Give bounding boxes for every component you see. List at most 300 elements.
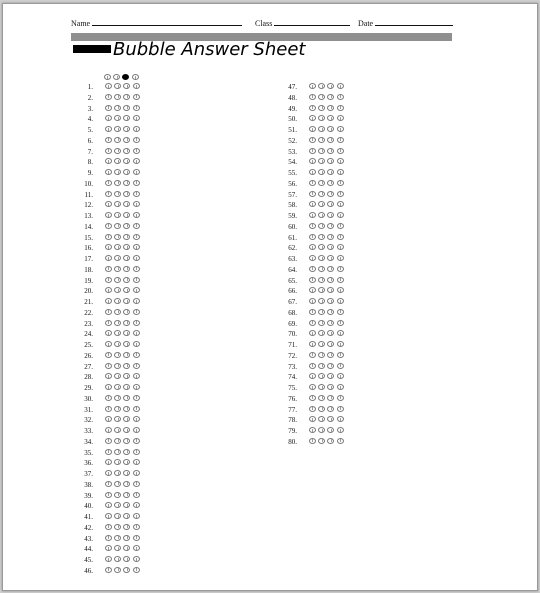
- answer-bubble[interactable]: [337, 105, 344, 111]
- answer-bubble[interactable]: [337, 212, 344, 218]
- answer-bubble[interactable]: [309, 115, 316, 121]
- answer-bubble[interactable]: [123, 492, 130, 498]
- answer-bubble[interactable]: [337, 427, 344, 433]
- answer-bubble[interactable]: [327, 126, 334, 132]
- answer-bubble[interactable]: [337, 115, 344, 121]
- answer-bubble[interactable]: [327, 201, 334, 207]
- answer-bubble[interactable]: [337, 363, 344, 369]
- answer-bubble[interactable]: [123, 406, 130, 412]
- answer-bubble[interactable]: [309, 395, 316, 401]
- answer-bubble[interactable]: [318, 406, 325, 412]
- answer-bubble[interactable]: [318, 244, 325, 250]
- sample-bubble[interactable]: [132, 74, 139, 80]
- answer-bubble[interactable]: [133, 115, 140, 121]
- answer-bubble[interactable]: [105, 298, 112, 304]
- answer-bubble[interactable]: [337, 309, 344, 315]
- name-field[interactable]: [71, 18, 242, 28]
- answer-bubble[interactable]: [133, 94, 140, 100]
- answer-bubble[interactable]: [114, 330, 121, 336]
- answer-bubble[interactable]: [123, 126, 130, 132]
- answer-bubble[interactable]: [318, 427, 325, 433]
- answer-bubble[interactable]: [327, 158, 334, 164]
- answer-bubble[interactable]: [123, 449, 130, 455]
- answer-bubble[interactable]: [337, 395, 344, 401]
- answer-bubble[interactable]: [114, 115, 121, 121]
- answer-bubble[interactable]: [114, 449, 121, 455]
- answer-bubble[interactable]: [318, 320, 325, 326]
- answer-bubble[interactable]: [123, 137, 130, 143]
- answer-bubble[interactable]: [318, 352, 325, 358]
- answer-bubble[interactable]: [123, 363, 130, 369]
- answer-bubble[interactable]: [123, 234, 130, 240]
- answer-bubble[interactable]: [309, 373, 316, 379]
- answer-bubble[interactable]: [133, 406, 140, 412]
- answer-bubble[interactable]: [327, 330, 334, 336]
- answer-bubble[interactable]: [337, 234, 344, 240]
- answer-bubble[interactable]: [105, 352, 112, 358]
- answer-bubble[interactable]: [337, 94, 344, 100]
- answer-bubble[interactable]: [318, 416, 325, 422]
- answer-bubble[interactable]: [114, 352, 121, 358]
- answer-bubble[interactable]: [114, 556, 121, 562]
- answer-bubble[interactable]: [114, 287, 121, 293]
- answer-bubble[interactable]: [318, 384, 325, 390]
- answer-bubble[interactable]: [114, 126, 121, 132]
- answer-bubble[interactable]: [105, 158, 112, 164]
- answer-bubble[interactable]: [114, 492, 121, 498]
- answer-bubble[interactable]: [133, 201, 140, 207]
- answer-bubble[interactable]: [114, 298, 121, 304]
- answer-bubble[interactable]: [309, 148, 316, 154]
- answer-bubble[interactable]: [133, 567, 140, 573]
- answer-bubble[interactable]: [105, 545, 112, 551]
- answer-bubble[interactable]: [309, 298, 316, 304]
- answer-bubble[interactable]: [133, 298, 140, 304]
- answer-bubble[interactable]: [309, 352, 316, 358]
- answer-bubble[interactable]: [309, 384, 316, 390]
- answer-bubble[interactable]: [133, 524, 140, 530]
- answer-bubble[interactable]: [337, 416, 344, 422]
- answer-bubble[interactable]: [309, 320, 316, 326]
- answer-bubble[interactable]: [114, 83, 121, 89]
- answer-bubble[interactable]: [133, 449, 140, 455]
- answer-bubble[interactable]: [123, 180, 130, 186]
- answer-bubble[interactable]: [133, 83, 140, 89]
- answer-bubble[interactable]: [309, 255, 316, 261]
- answer-bubble[interactable]: [123, 94, 130, 100]
- answer-bubble[interactable]: [327, 169, 334, 175]
- answer-bubble[interactable]: [114, 567, 121, 573]
- answer-bubble[interactable]: [123, 244, 130, 250]
- answer-bubble[interactable]: [327, 298, 334, 304]
- answer-bubble[interactable]: [133, 180, 140, 186]
- answer-bubble[interactable]: [327, 427, 334, 433]
- class-field[interactable]: [255, 18, 350, 28]
- answer-bubble[interactable]: [123, 459, 130, 465]
- answer-bubble[interactable]: [133, 309, 140, 315]
- answer-bubble[interactable]: [318, 341, 325, 347]
- answer-bubble[interactable]: [337, 148, 344, 154]
- answer-bubble[interactable]: [114, 535, 121, 541]
- answer-bubble[interactable]: [123, 513, 130, 519]
- answer-bubble[interactable]: [133, 352, 140, 358]
- answer-bubble[interactable]: [327, 341, 334, 347]
- answer-bubble[interactable]: [327, 363, 334, 369]
- answer-bubble[interactable]: [327, 438, 334, 444]
- answer-bubble[interactable]: [114, 481, 121, 487]
- answer-bubble[interactable]: [133, 287, 140, 293]
- answer-bubble[interactable]: [309, 406, 316, 412]
- answer-bubble[interactable]: [105, 287, 112, 293]
- answer-bubble[interactable]: [114, 255, 121, 261]
- answer-bubble[interactable]: [318, 191, 325, 197]
- answer-bubble[interactable]: [114, 406, 121, 412]
- answer-bubble[interactable]: [318, 330, 325, 336]
- answer-bubble[interactable]: [105, 492, 112, 498]
- answer-bubble[interactable]: [318, 277, 325, 283]
- answer-bubble[interactable]: [105, 341, 112, 347]
- answer-bubble[interactable]: [133, 212, 140, 218]
- answer-bubble[interactable]: [318, 126, 325, 132]
- answer-bubble[interactable]: [327, 105, 334, 111]
- answer-bubble[interactable]: [123, 535, 130, 541]
- answer-bubble[interactable]: [123, 255, 130, 261]
- date-line[interactable]: [375, 18, 453, 26]
- answer-bubble[interactable]: [114, 212, 121, 218]
- answer-bubble[interactable]: [309, 191, 316, 197]
- answer-bubble[interactable]: [114, 158, 121, 164]
- answer-bubble[interactable]: [133, 158, 140, 164]
- answer-bubble[interactable]: [309, 363, 316, 369]
- answer-bubble[interactable]: [327, 234, 334, 240]
- answer-bubble[interactable]: [105, 406, 112, 412]
- answer-bubble[interactable]: [114, 244, 121, 250]
- answer-bubble[interactable]: [318, 115, 325, 121]
- answer-bubble[interactable]: [105, 524, 112, 530]
- answer-bubble[interactable]: [105, 309, 112, 315]
- answer-bubble[interactable]: [309, 212, 316, 218]
- answer-bubble[interactable]: [318, 287, 325, 293]
- answer-bubble[interactable]: [327, 287, 334, 293]
- class-line[interactable]: [274, 18, 350, 26]
- answer-bubble[interactable]: [337, 137, 344, 143]
- answer-bubble[interactable]: [105, 438, 112, 444]
- answer-bubble[interactable]: [114, 524, 121, 530]
- answer-bubble[interactable]: [309, 266, 316, 272]
- answer-bubble[interactable]: [105, 502, 112, 508]
- answer-bubble[interactable]: [123, 223, 130, 229]
- answer-bubble[interactable]: [337, 255, 344, 261]
- answer-bubble[interactable]: [123, 341, 130, 347]
- answer-bubble[interactable]: [318, 234, 325, 240]
- answer-bubble[interactable]: [337, 287, 344, 293]
- answer-bubble[interactable]: [133, 373, 140, 379]
- answer-bubble[interactable]: [309, 201, 316, 207]
- date-field[interactable]: [358, 18, 453, 28]
- answer-bubble[interactable]: [123, 191, 130, 197]
- answer-bubble[interactable]: [114, 320, 121, 326]
- answer-bubble[interactable]: [105, 277, 112, 283]
- answer-bubble[interactable]: [327, 115, 334, 121]
- answer-bubble[interactable]: [105, 556, 112, 562]
- answer-bubble[interactable]: [114, 470, 121, 476]
- answer-bubble[interactable]: [114, 363, 121, 369]
- answer-bubble[interactable]: [133, 481, 140, 487]
- answer-bubble[interactable]: [123, 567, 130, 573]
- answer-bubble[interactable]: [123, 524, 130, 530]
- answer-bubble[interactable]: [337, 169, 344, 175]
- answer-bubble[interactable]: [309, 137, 316, 143]
- answer-bubble[interactable]: [337, 244, 344, 250]
- answer-bubble[interactable]: [105, 212, 112, 218]
- answer-bubble[interactable]: [337, 384, 344, 390]
- answer-bubble[interactable]: [105, 244, 112, 250]
- answer-bubble[interactable]: [133, 191, 140, 197]
- sample-bubble[interactable]: [113, 74, 120, 80]
- answer-bubble[interactable]: [318, 169, 325, 175]
- answer-bubble[interactable]: [309, 169, 316, 175]
- answer-bubble[interactable]: [114, 277, 121, 283]
- sample-bubble[interactable]: [104, 74, 111, 80]
- answer-bubble[interactable]: [133, 363, 140, 369]
- answer-bubble[interactable]: [123, 298, 130, 304]
- answer-bubble[interactable]: [114, 223, 121, 229]
- answer-bubble[interactable]: [133, 105, 140, 111]
- answer-bubble[interactable]: [123, 266, 130, 272]
- answer-bubble[interactable]: [309, 427, 316, 433]
- answer-bubble[interactable]: [309, 277, 316, 283]
- answer-bubble[interactable]: [133, 277, 140, 283]
- answer-bubble[interactable]: [105, 535, 112, 541]
- answer-bubble[interactable]: [123, 148, 130, 154]
- answer-bubble[interactable]: [123, 320, 130, 326]
- answer-bubble[interactable]: [133, 234, 140, 240]
- answer-bubble[interactable]: [318, 298, 325, 304]
- answer-bubble[interactable]: [133, 341, 140, 347]
- answer-bubble[interactable]: [337, 352, 344, 358]
- answer-bubble[interactable]: [123, 105, 130, 111]
- answer-bubble[interactable]: [105, 481, 112, 487]
- answer-bubble[interactable]: [318, 395, 325, 401]
- answer-bubble[interactable]: [114, 373, 121, 379]
- answer-bubble[interactable]: [105, 255, 112, 261]
- answer-bubble[interactable]: [327, 384, 334, 390]
- answer-bubble[interactable]: [123, 212, 130, 218]
- answer-bubble[interactable]: [105, 148, 112, 154]
- answer-bubble[interactable]: [123, 158, 130, 164]
- answer-bubble[interactable]: [327, 277, 334, 283]
- answer-bubble[interactable]: [327, 94, 334, 100]
- answer-bubble[interactable]: [133, 492, 140, 498]
- answer-bubble[interactable]: [309, 223, 316, 229]
- answer-bubble[interactable]: [327, 406, 334, 412]
- answer-bubble[interactable]: [133, 427, 140, 433]
- answer-bubble[interactable]: [105, 373, 112, 379]
- answer-bubble[interactable]: [114, 266, 121, 272]
- answer-bubble[interactable]: [133, 223, 140, 229]
- answer-bubble[interactable]: [318, 148, 325, 154]
- answer-bubble[interactable]: [318, 363, 325, 369]
- answer-bubble[interactable]: [123, 373, 130, 379]
- answer-bubble[interactable]: [114, 201, 121, 207]
- answer-bubble[interactable]: [327, 309, 334, 315]
- answer-bubble[interactable]: [327, 180, 334, 186]
- answer-bubble[interactable]: [133, 320, 140, 326]
- answer-bubble[interactable]: [123, 395, 130, 401]
- answer-bubble[interactable]: [114, 137, 121, 143]
- answer-bubble[interactable]: [105, 384, 112, 390]
- answer-bubble[interactable]: [123, 277, 130, 283]
- answer-bubble[interactable]: [114, 180, 121, 186]
- answer-bubble[interactable]: [114, 438, 121, 444]
- answer-bubble[interactable]: [309, 94, 316, 100]
- answer-bubble[interactable]: [133, 148, 140, 154]
- answer-bubble[interactable]: [123, 115, 130, 121]
- answer-bubble[interactable]: [337, 298, 344, 304]
- answer-bubble[interactable]: [114, 234, 121, 240]
- answer-bubble[interactable]: [327, 191, 334, 197]
- answer-bubble[interactable]: [123, 545, 130, 551]
- answer-bubble[interactable]: [309, 180, 316, 186]
- answer-bubble[interactable]: [114, 341, 121, 347]
- answer-bubble[interactable]: [327, 416, 334, 422]
- answer-bubble[interactable]: [114, 309, 121, 315]
- answer-bubble[interactable]: [337, 266, 344, 272]
- answer-bubble[interactable]: [327, 223, 334, 229]
- answer-bubble[interactable]: [133, 556, 140, 562]
- answer-bubble[interactable]: [105, 201, 112, 207]
- answer-bubble[interactable]: [105, 427, 112, 433]
- answer-bubble[interactable]: [133, 169, 140, 175]
- answer-bubble[interactable]: [309, 244, 316, 250]
- answer-bubble[interactable]: [105, 126, 112, 132]
- answer-bubble[interactable]: [123, 309, 130, 315]
- answer-bubble[interactable]: [337, 320, 344, 326]
- answer-bubble[interactable]: [309, 126, 316, 132]
- answer-bubble[interactable]: [105, 416, 112, 422]
- answer-bubble[interactable]: [133, 330, 140, 336]
- answer-bubble[interactable]: [105, 180, 112, 186]
- answer-bubble[interactable]: [318, 255, 325, 261]
- answer-bubble[interactable]: [327, 352, 334, 358]
- answer-bubble[interactable]: [114, 545, 121, 551]
- answer-bubble[interactable]: [133, 395, 140, 401]
- answer-bubble[interactable]: [327, 266, 334, 272]
- answer-bubble[interactable]: [309, 309, 316, 315]
- answer-bubble[interactable]: [337, 373, 344, 379]
- answer-bubble[interactable]: [318, 94, 325, 100]
- answer-bubble[interactable]: [337, 330, 344, 336]
- answer-bubble[interactable]: [133, 513, 140, 519]
- answer-bubble[interactable]: [105, 266, 112, 272]
- answer-bubble[interactable]: [318, 137, 325, 143]
- answer-bubble[interactable]: [133, 438, 140, 444]
- answer-bubble[interactable]: [309, 234, 316, 240]
- answer-bubble[interactable]: [133, 244, 140, 250]
- answer-bubble[interactable]: [327, 137, 334, 143]
- answer-bubble[interactable]: [318, 266, 325, 272]
- answer-bubble[interactable]: [309, 83, 316, 89]
- answer-bubble[interactable]: [105, 320, 112, 326]
- answer-bubble[interactable]: [309, 287, 316, 293]
- answer-bubble[interactable]: [327, 255, 334, 261]
- answer-bubble[interactable]: [309, 330, 316, 336]
- answer-bubble[interactable]: [114, 416, 121, 422]
- answer-bubble[interactable]: [105, 395, 112, 401]
- answer-bubble[interactable]: [105, 234, 112, 240]
- answer-bubble[interactable]: [133, 255, 140, 261]
- answer-bubble[interactable]: [318, 373, 325, 379]
- answer-bubble[interactable]: [337, 180, 344, 186]
- answer-bubble[interactable]: [337, 223, 344, 229]
- answer-bubble[interactable]: [318, 212, 325, 218]
- answer-bubble[interactable]: [309, 105, 316, 111]
- answer-bubble[interactable]: [123, 83, 130, 89]
- answer-bubble[interactable]: [123, 352, 130, 358]
- answer-bubble[interactable]: [114, 502, 121, 508]
- answer-bubble[interactable]: [123, 330, 130, 336]
- answer-bubble[interactable]: [114, 513, 121, 519]
- answer-bubble[interactable]: [105, 223, 112, 229]
- answer-bubble[interactable]: [337, 83, 344, 89]
- answer-bubble[interactable]: [105, 94, 112, 100]
- answer-bubble[interactable]: [105, 449, 112, 455]
- answer-bubble[interactable]: [123, 384, 130, 390]
- answer-bubble[interactable]: [337, 191, 344, 197]
- answer-bubble[interactable]: [114, 459, 121, 465]
- answer-bubble[interactable]: [123, 201, 130, 207]
- answer-bubble[interactable]: [337, 277, 344, 283]
- answer-bubble[interactable]: [327, 244, 334, 250]
- answer-bubble[interactable]: [114, 384, 121, 390]
- answer-bubble[interactable]: [133, 545, 140, 551]
- answer-bubble[interactable]: [133, 137, 140, 143]
- answer-bubble[interactable]: [123, 287, 130, 293]
- answer-bubble[interactable]: [337, 438, 344, 444]
- answer-bubble[interactable]: [114, 148, 121, 154]
- answer-bubble[interactable]: [133, 459, 140, 465]
- answer-bubble[interactable]: [114, 191, 121, 197]
- answer-bubble[interactable]: [105, 330, 112, 336]
- answer-bubble[interactable]: [114, 94, 121, 100]
- answer-bubble[interactable]: [123, 502, 130, 508]
- answer-bubble[interactable]: [123, 470, 130, 476]
- answer-bubble[interactable]: [114, 169, 121, 175]
- answer-bubble[interactable]: [123, 169, 130, 175]
- answer-bubble[interactable]: [133, 126, 140, 132]
- answer-bubble[interactable]: [327, 320, 334, 326]
- answer-bubble[interactable]: [318, 180, 325, 186]
- answer-bubble[interactable]: [105, 83, 112, 89]
- answer-bubble[interactable]: [105, 115, 112, 121]
- answer-bubble[interactable]: [318, 223, 325, 229]
- answer-bubble[interactable]: [114, 395, 121, 401]
- answer-bubble[interactable]: [123, 481, 130, 487]
- answer-bubble[interactable]: [337, 126, 344, 132]
- name-line[interactable]: [92, 18, 242, 26]
- answer-bubble[interactable]: [123, 416, 130, 422]
- answer-bubble[interactable]: [318, 105, 325, 111]
- answer-bubble[interactable]: [105, 363, 112, 369]
- answer-bubble[interactable]: [337, 406, 344, 412]
- answer-bubble[interactable]: [327, 373, 334, 379]
- answer-bubble[interactable]: [309, 341, 316, 347]
- answer-bubble[interactable]: [318, 438, 325, 444]
- answer-bubble[interactable]: [133, 384, 140, 390]
- answer-bubble[interactable]: [133, 470, 140, 476]
- answer-bubble[interactable]: [105, 105, 112, 111]
- answer-bubble[interactable]: [133, 502, 140, 508]
